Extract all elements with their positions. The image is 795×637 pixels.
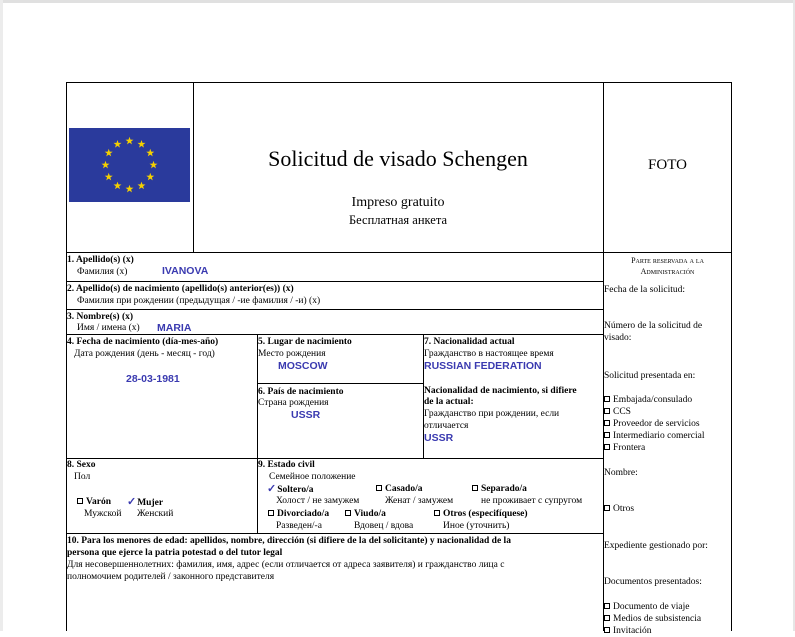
row-line-4 — [66, 458, 604, 459]
option-varon-label: Varón — [86, 497, 111, 507]
given-name-value[interactable]: MARIA — [157, 322, 192, 334]
field-10-ru-line2: полномочием родителей / законного представителя — [67, 572, 275, 582]
field-3-label: 3. Nombre(s) (x) — [67, 312, 134, 322]
form-title: Solicitud de visado Schengen — [268, 146, 528, 171]
option-divorciado[interactable] — [268, 508, 329, 520]
checkbox-otros-admin[interactable] — [604, 505, 610, 511]
admin-presentada: Solicitud presentada en: — [604, 371, 696, 381]
col-line-a — [257, 334, 258, 534]
field-10-ru-line1: Для несовершеннолетних: фамилия, имя, адрес (если отличается от адреса заявителя) и гражданство лица с — [67, 560, 505, 570]
checkbox-otros[interactable] — [434, 510, 440, 516]
surname-value[interactable]: IVANOVA — [162, 265, 209, 277]
option-casado-label: Casado/a — [385, 484, 423, 494]
row-line-2 — [66, 309, 604, 310]
admin-option-frontera[interactable] — [604, 442, 645, 454]
option-viudo[interactable] — [345, 508, 386, 520]
option-divorciado-label: Divorciado/a — [277, 509, 330, 519]
admin-option-embajada[interactable] — [604, 394, 692, 406]
option-separado-ru: не проживает с супругом — [481, 496, 583, 506]
admin-doc-viaje[interactable] — [604, 601, 690, 613]
admin-doc-medios[interactable] — [604, 613, 701, 625]
birth-date-value[interactable]: 28-03-1981 — [126, 373, 180, 385]
field-7-ru: Гражданство в настоящее время — [424, 349, 554, 359]
checkbox-intermediario[interactable] — [604, 432, 610, 438]
admin-title-line2: Administración — [640, 267, 695, 276]
field-5-label: 5. Lugar de nacimiento — [258, 337, 352, 347]
admin-doc-invitacion[interactable] — [604, 625, 652, 637]
option-casado[interactable] — [376, 483, 422, 495]
admin-otros[interactable] — [604, 503, 634, 515]
check-mark-icon: ✓ — [127, 496, 137, 508]
form-top-border — [66, 82, 732, 83]
field-2-label: 2. Apellido(s) de nacimiento (apellido(s) anterior(es)) (x) — [67, 284, 294, 294]
eu-flag-logo — [69, 128, 190, 202]
checkbox-frontera[interactable] — [604, 444, 610, 450]
admin-option-label: Proveedor de servicios — [613, 419, 700, 429]
checkbox-doc-invitacion[interactable] — [604, 627, 610, 633]
checkbox-divorciado[interactable] — [268, 510, 274, 516]
admin-numero-line1: Número de la solicitud de — [604, 321, 703, 331]
photo-label: FOTO — [648, 157, 687, 173]
page-shadow-top — [0, 0, 795, 3]
checkbox-separado[interactable] — [472, 485, 478, 491]
admin-doc-label: Medios de subsistencia — [613, 614, 702, 624]
admin-otros-label: Otros — [613, 504, 635, 514]
checkbox-doc-viaje[interactable] — [604, 603, 610, 609]
field-4-label: 4. Fecha de nacimiento (día-mes-año) — [67, 337, 219, 347]
option-soltero-ru: Холост / не замужем — [276, 496, 360, 506]
admin-numero-line2: visado: — [604, 333, 632, 343]
field-6-ru: Страна рождения — [258, 398, 329, 408]
option-otros-label: Otros (especifíquese) — [443, 509, 528, 519]
field-7-label2-line2: de la actual: — [424, 397, 474, 407]
row-line-5-6 — [257, 383, 423, 384]
admin-option-label: CCS — [613, 407, 631, 417]
admin-option-intermediario[interactable] — [604, 430, 705, 442]
option-mujer-ru: Женский — [137, 509, 174, 519]
option-casado-ru: Женат / замужем — [385, 496, 454, 506]
admin-doc-label: Invitación — [613, 626, 652, 636]
field-7-ru2-line2: отличается — [424, 421, 469, 431]
option-soltero-label: Soltero/a — [277, 485, 314, 495]
field-1-label: 1. Apellido(s) (x) — [67, 255, 134, 265]
admin-doc-label: Documento de viaje — [613, 602, 690, 612]
nationality-value[interactable]: RUSSIAN FEDERATION — [424, 360, 542, 372]
field-10-label-line1: 10. Para los menores de edad: apellidos, nombre, dirección (si difiere de la del solicitante) y nacionalidad de la — [67, 536, 511, 546]
field-10-label-line2: persona que ejerce la patria potestad o del tutor legal — [67, 548, 283, 558]
option-otros-ru: Иное (уточнить) — [443, 521, 510, 531]
admin-nombre: Nombre: — [604, 468, 638, 478]
field-2-ru: Фамилия при рождении (предыдущая / -ие фамилия / -и) (x) — [77, 296, 321, 306]
row-line-1 — [66, 281, 604, 282]
form-right-border — [731, 82, 732, 631]
option-varon[interactable] — [77, 496, 111, 508]
option-separado[interactable] — [472, 483, 527, 495]
row-line-3 — [66, 334, 604, 335]
checkbox-viudo[interactable] — [345, 510, 351, 516]
option-otros[interactable] — [434, 508, 528, 520]
check-mark-icon: ✓ — [267, 483, 277, 495]
header-bottom-line — [66, 252, 732, 253]
form-subtitle-ru: Бесплатная анкета — [348, 213, 448, 227]
field-3-ru: Имя / имена (x) — [77, 323, 140, 333]
admin-title-line1: Parte reservada a la — [631, 256, 704, 265]
birth-nationality-value[interactable]: USSR — [424, 432, 454, 444]
option-varon-ru: Мужской — [84, 509, 122, 519]
field-5-ru: Место рождения — [258, 349, 326, 359]
option-viudo-ru: Вдовец / вдова — [354, 521, 414, 531]
field-7-ru2-line1: Гражданство при рождении, если — [424, 409, 560, 419]
admin-documentos: Documentos presentados: — [604, 577, 702, 587]
admin-option-ccs[interactable] — [604, 406, 631, 418]
birth-country-value[interactable]: USSR — [291, 409, 321, 421]
option-divorciado-ru: Разведен/-а — [276, 521, 322, 531]
checkbox-proveedor[interactable] — [604, 420, 610, 426]
checkbox-ccs[interactable] — [604, 408, 610, 414]
admin-option-label: Intermediario comercial — [613, 431, 705, 441]
field-7-label2-line1: Nacionalidad de nacimiento, si difiere — [424, 386, 577, 396]
form-subtitle-es: Impreso gratuito — [351, 195, 445, 210]
checkbox-casado[interactable] — [376, 485, 382, 491]
admin-option-label: Embajada/consulado — [613, 395, 693, 405]
option-mujer-label: Mujer — [137, 498, 164, 508]
admin-option-proveedor[interactable] — [604, 418, 700, 430]
field-9-label: 9. Estado civil — [258, 460, 315, 470]
admin-expediente: Expediente gestionado por: — [604, 541, 708, 551]
field-4-ru: Дата рождения (день - месяц - год) — [74, 349, 215, 359]
field-8-label: 8. Sexo — [67, 460, 96, 470]
field-9-ru: Семейное положение — [269, 472, 356, 482]
page-shadow-left — [0, 0, 3, 631]
field-6-label: 6. País de nacimiento — [258, 387, 344, 397]
row-line-5 — [66, 533, 604, 534]
field-8-ru: Пол — [74, 472, 91, 482]
option-viudo-label: Viudo/a — [354, 509, 386, 519]
admin-fecha: Fecha de la solicitud: — [604, 285, 685, 295]
option-separado-label: Separado/a — [481, 484, 527, 494]
checkbox-embajada[interactable] — [604, 396, 610, 402]
admin-option-label: Frontera — [613, 443, 646, 453]
field-1-ru: Фамилия (x) — [77, 267, 128, 277]
birth-place-value[interactable]: MOSCOW — [278, 360, 328, 372]
field-7-label: 7. Nacionalidad actual — [424, 337, 515, 347]
checkbox-varon[interactable] — [77, 498, 83, 504]
checkbox-doc-medios[interactable] — [604, 615, 610, 621]
